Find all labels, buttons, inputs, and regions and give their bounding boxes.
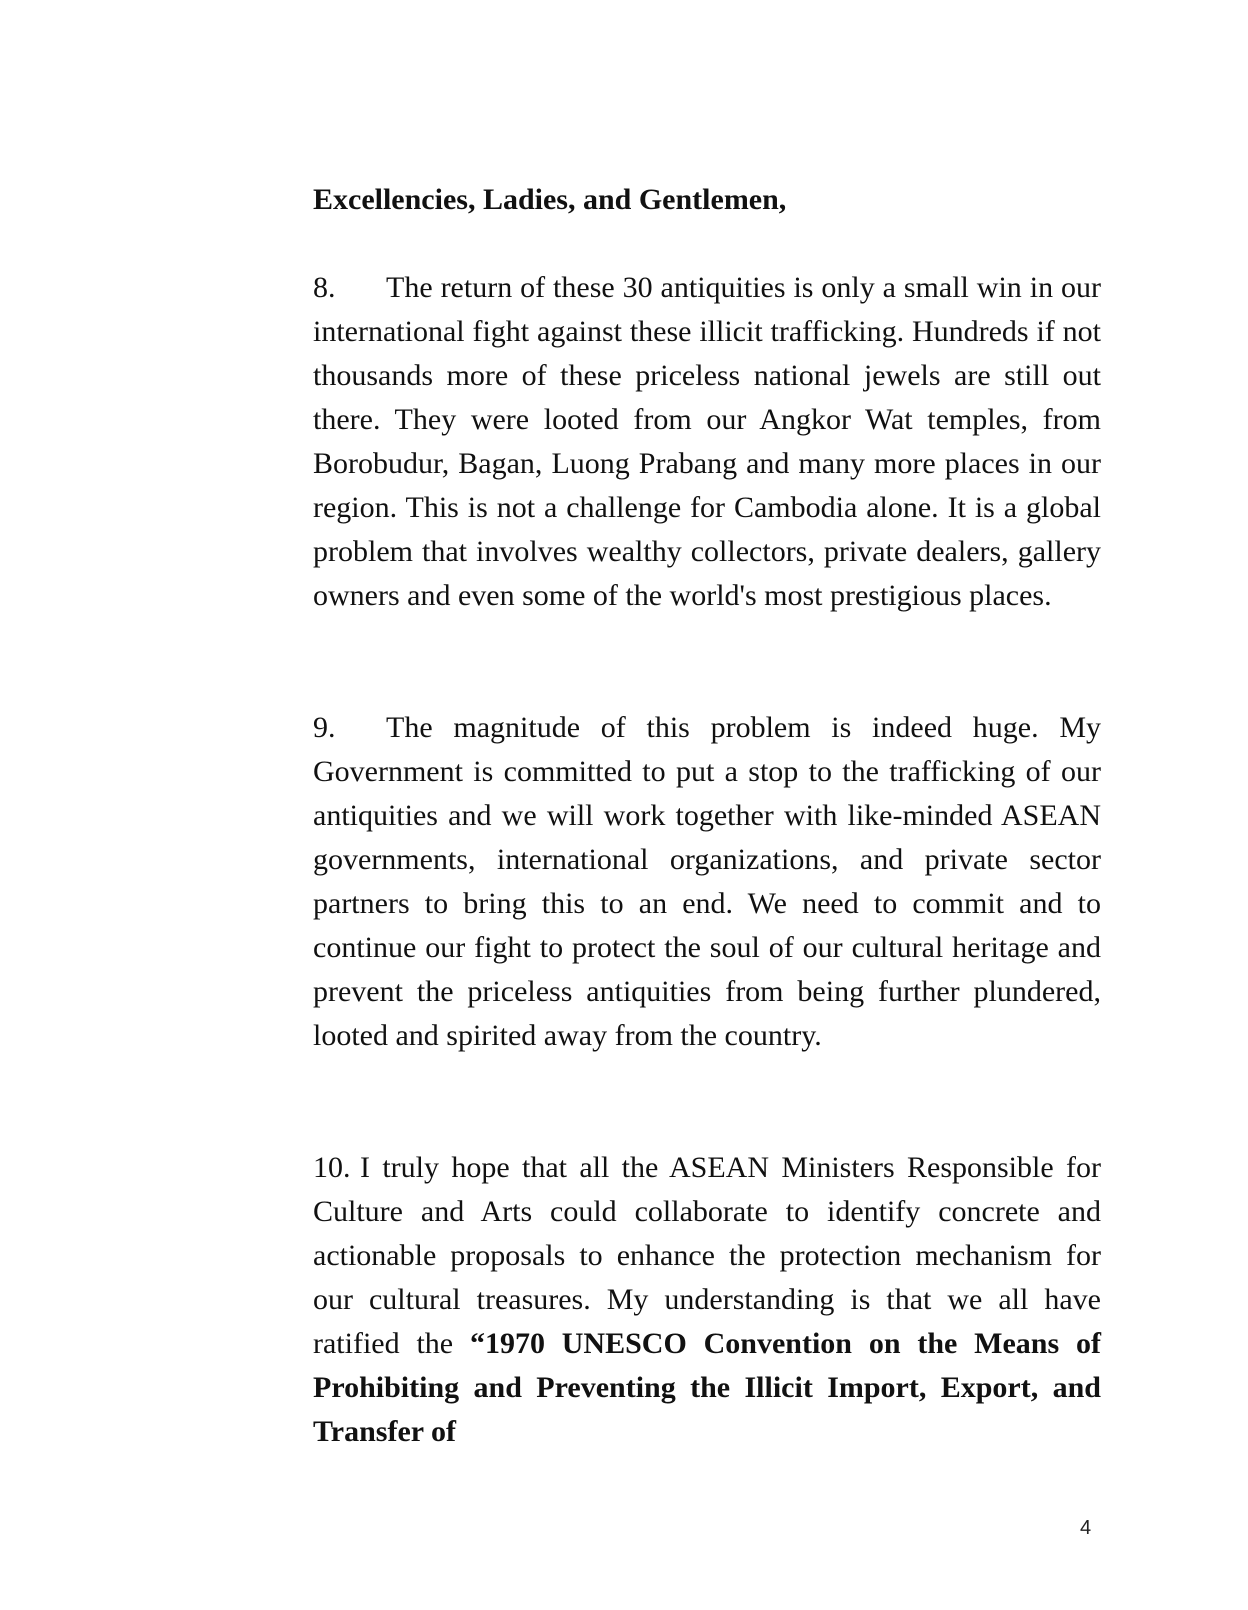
convention-title: “1970 UNESCO Convention on the Means of Prohibiting and Preventing the Illicit Import, Export, and Transfer of [313, 1327, 1101, 1448]
paragraph-8 [313, 266, 1101, 618]
paragraph-text: The magnitude of this problem is indeed huge. My Government is committed to put a stop to the trafficking of our antiquities and we will work together with like-minded ASEAN governments, international organizations, and private sector partners to bring this to an end. We need to commit and to continue our fight to protect the soul of our cultural heritage and prevent the priceless antiquities from being further plundered, looted and spirited away from the country. [313, 711, 1101, 1052]
paragraph-10 [313, 1146, 1101, 1454]
paragraph-9 [313, 706, 1101, 1058]
paragraph-number: 9. [313, 711, 336, 744]
paragraph-text: The return of these 30 antiquities is only a small win in our international fight against these illicit trafficking. Hundreds if not thousands more of these priceless national jewels are still out there. They were looted from our Angkor Wat temples, from Borobudur, Bagan, Luong Prabang and many more places in our region. This is not a challenge for Cambodia alone. It is a global problem that involves wealthy collectors, private dealers, gallery owners and even some of the world's most prestigious places. [313, 271, 1101, 612]
salutation-heading: Excellencies, Ladies, and Gentlemen, [313, 183, 787, 216]
paragraph-number: 10. [313, 1151, 351, 1184]
paragraph-number: 8. [313, 271, 336, 304]
page-number: 4 [1080, 1517, 1092, 1539]
paragraph-text: I truly hope that all the ASEAN Ministers Responsible for Culture and Arts could collaborate to identify concrete and actionable proposals to enhance the protection mechanism for our cultural treasures. My understanding is that we all have ratified the [313, 1151, 1101, 1360]
